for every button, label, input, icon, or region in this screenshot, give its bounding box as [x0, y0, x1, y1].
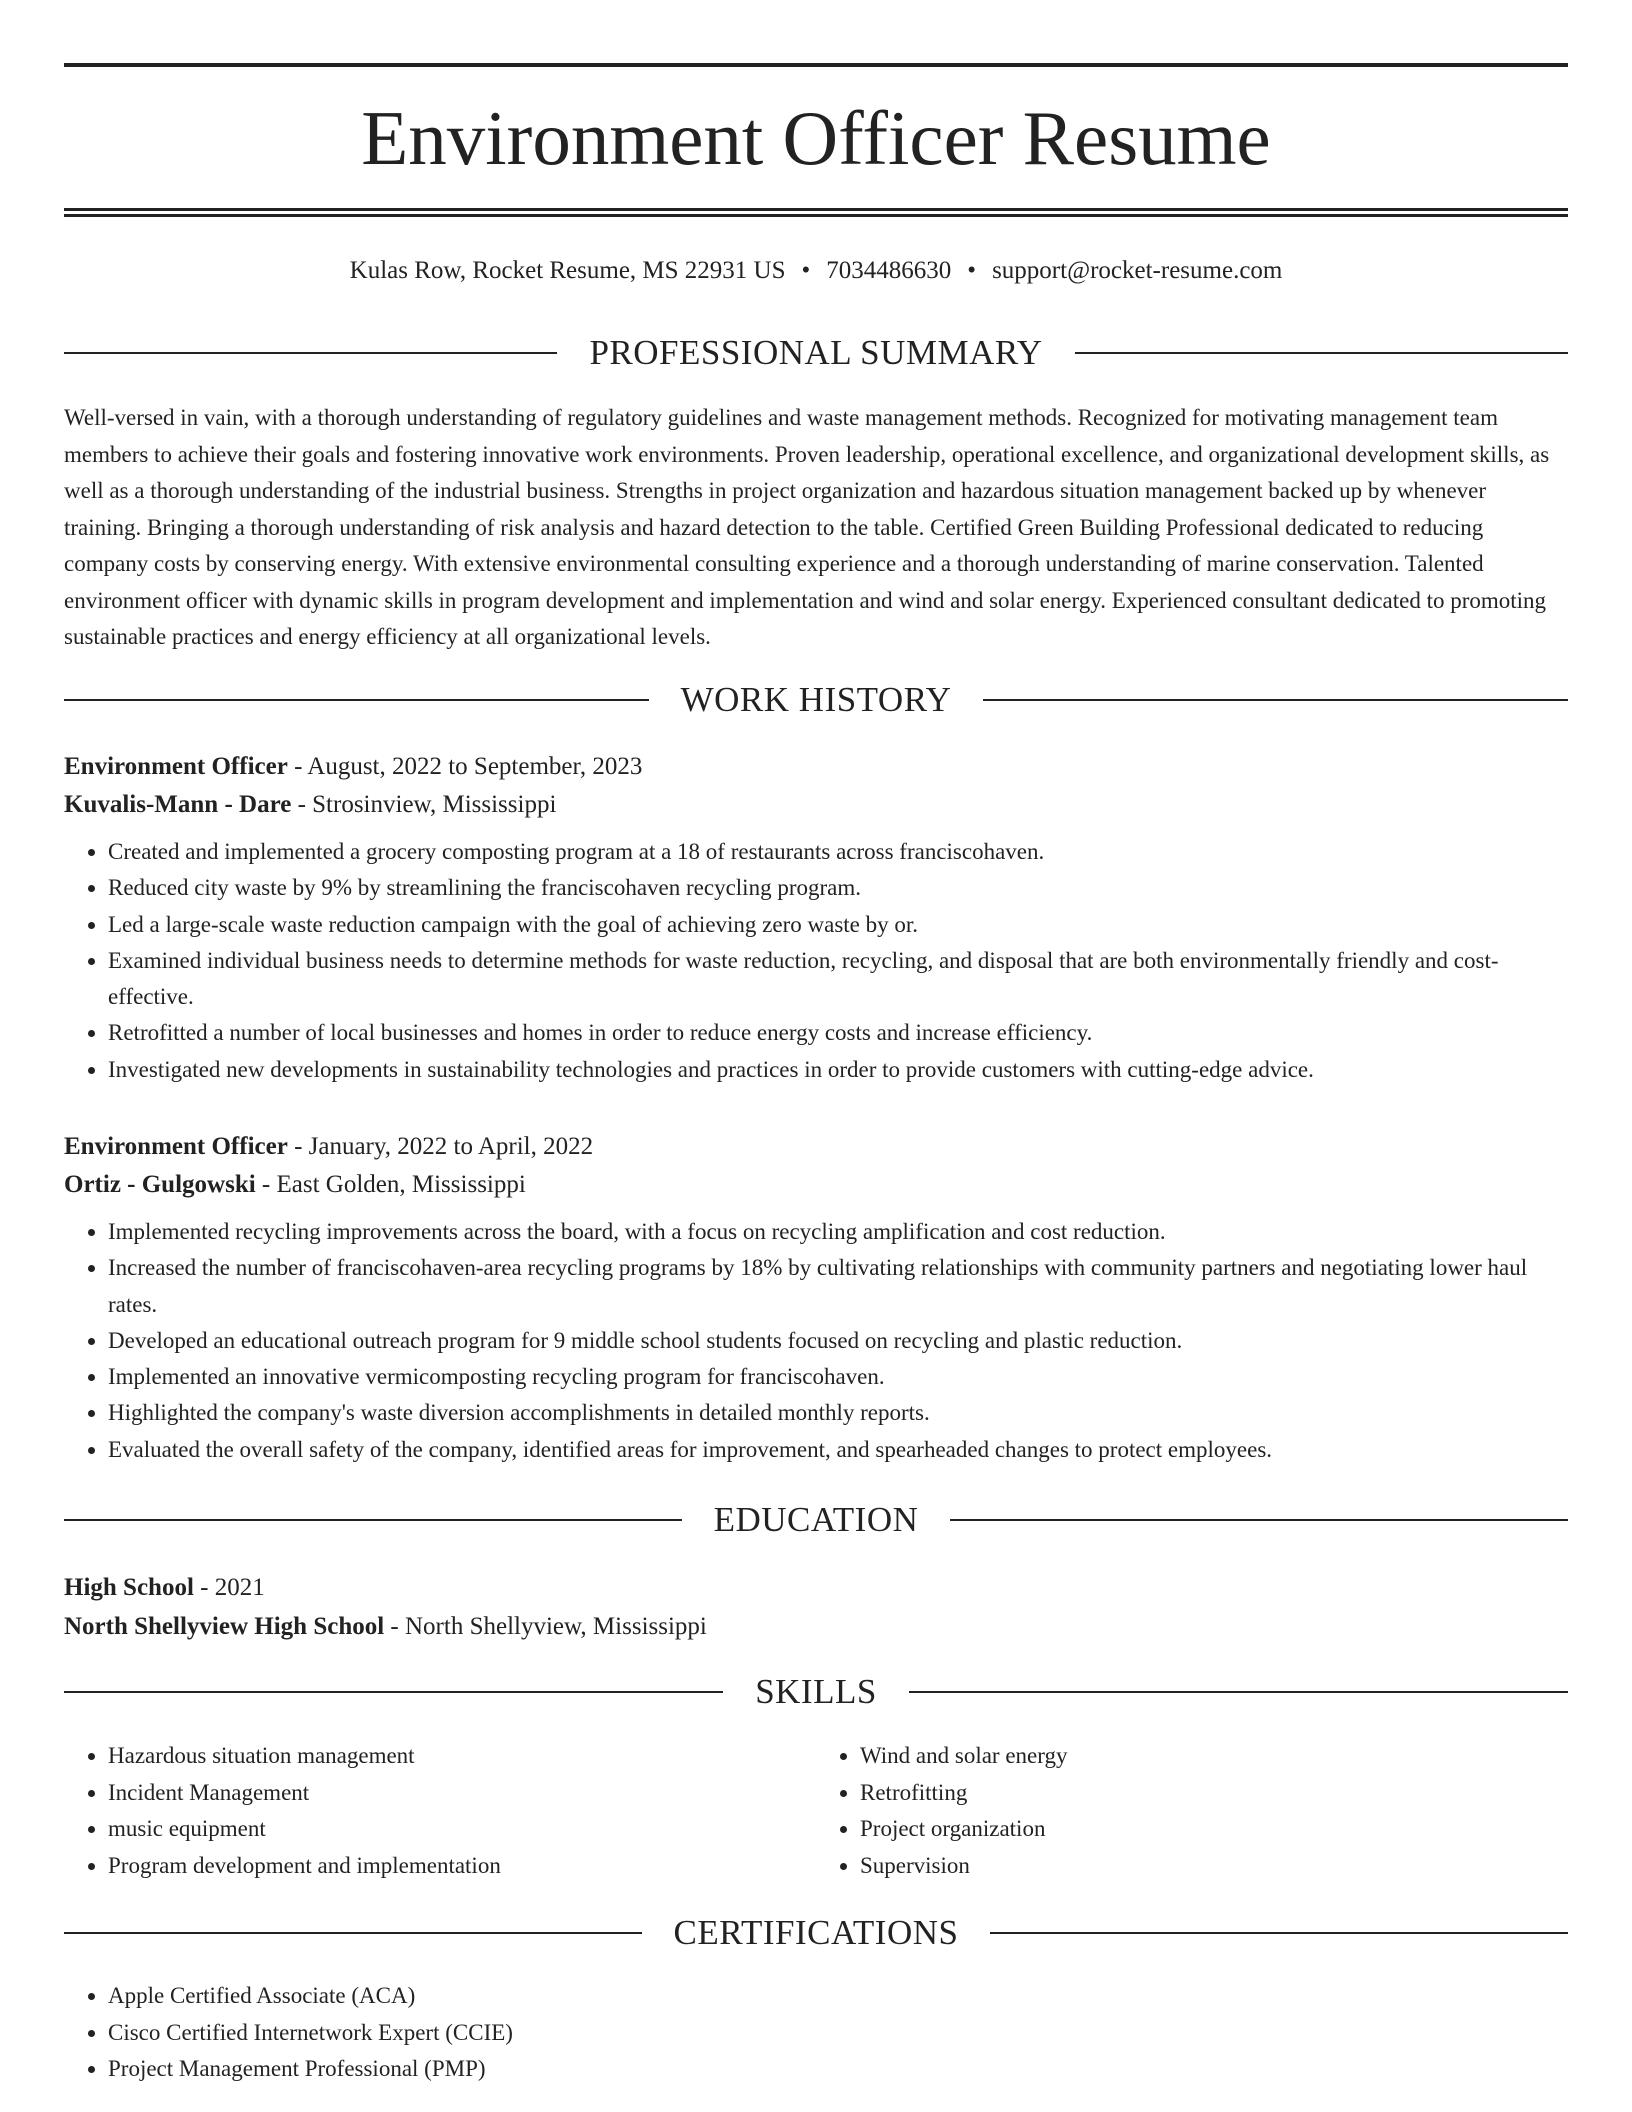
heading-rule-right: [909, 1691, 1568, 1693]
job-bullet: • Implemented recycling improvements across the board, with a focus on recycling amplification and cost reduction.: [108, 1214, 1568, 1250]
job-location: - Strosinview, Mississippi: [297, 791, 557, 818]
heading-rule-right: [983, 699, 1568, 701]
contact-separator: •: [801, 257, 811, 284]
job-entry: [64, 748, 1568, 1088]
heading-rule-left: [64, 699, 649, 701]
certifications-heading: [64, 1910, 1568, 1956]
job-title-line: [64, 748, 1568, 786]
education-entry: [64, 1568, 1568, 1646]
title-double-rule: [64, 208, 1568, 217]
skill-item: • music equipment: [108, 1811, 816, 1848]
job-employer-line: [64, 786, 1568, 824]
work-heading-label: WORK HISTORY: [680, 680, 952, 719]
summary-heading-label: PROFESSIONAL SUMMARY: [589, 333, 1043, 372]
certifications-heading-label: CERTIFICATIONS: [673, 1913, 959, 1952]
heading-rule-left: [64, 1691, 723, 1693]
certifications-list-wrap: [64, 1978, 1568, 2088]
education-year: - 2021: [200, 1574, 265, 1601]
top-rule: [64, 63, 1568, 67]
job-employer: Ortiz - Gulgowski: [64, 1171, 256, 1198]
job-title: Environment Officer: [64, 753, 288, 780]
heading-rule-right: [990, 1932, 1568, 1934]
contact-phone: 7034486630: [826, 257, 952, 284]
skills-heading-label: SKILLS: [755, 1672, 877, 1711]
education-school-line: [64, 1607, 1568, 1646]
work-heading: [64, 677, 1568, 723]
job-location: - East Golden, Mississippi: [261, 1171, 526, 1198]
job-bullet: • Retrofitted a number of local businesses and homes in order to reduce energy costs and increase efficiency.: [108, 1015, 1568, 1051]
certification-item: • Project Management Professional (PMP): [108, 2051, 1568, 2088]
skill-item: • Incident Management: [108, 1775, 816, 1812]
job-bullets: [64, 1214, 1568, 1468]
job-bullet: • Created and implemented a grocery composting program at a 18 of restaurants across franciscohaven.: [108, 834, 1568, 870]
contact-email: support@rocket-resume.com: [992, 257, 1283, 284]
job-title-line: [64, 1128, 1568, 1166]
heading-rule-right: [1075, 352, 1568, 354]
education-location: - North Shellyview, Mississippi: [390, 1613, 707, 1640]
certification-item: • Apple Certified Associate (ACA): [108, 1978, 1568, 2015]
summary-text: Well-versed in vain, with a thorough understanding of regulatory guidelines and waste management methods. Recognized for motivating management team members to achieve their goals and fostering innovative work environments. Proven leadership, operational excellence, and organizational development skills, as well as a thorough understanding of the industrial business. Strengths in project organization and hazardous situation management backed up by whenever training. Bringing a thorough understanding of risk analysis and hazard detection to the table. Certified Green Building Professional dedicated to reducing company costs by conserving energy. With extensive environmental consulting experience and a thorough understanding of marine conservation. Talented environment officer with dynamic skills in program development and implementation and wind and solar energy. Experienced consultant dedicated to promoting sustainable practices and energy efficiency at all organizational levels.: [64, 405, 1550, 649]
skills-columns: [64, 1738, 1568, 1884]
job-bullets: [64, 834, 1568, 1088]
skill-item: • Wind and solar energy: [860, 1738, 1568, 1775]
job-bullet: • Evaluated the overall safety of the company, identified areas for improvement, and spearheaded changes to protect employees.: [108, 1432, 1568, 1468]
certifications-list: [64, 1978, 1568, 2088]
job-bullet: • Highlighted the company's waste diversion accomplishments in detailed monthly reports.: [108, 1395, 1568, 1431]
job-bullet: • Developed an educational outreach program for 9 middle school students focused on recycling and plastic reduction.: [108, 1323, 1568, 1359]
resume-title: Environment Officer Resume: [361, 95, 1271, 181]
job-title: Environment Officer: [64, 1133, 288, 1160]
job-bullet: • Implemented an innovative vermicomposting recycling program for franciscohaven.: [108, 1359, 1568, 1395]
skill-item: • Retrofitting: [860, 1775, 1568, 1812]
contact-line: [64, 254, 1568, 288]
job-bullet: • Investigated new developments in sustainability technologies and practices in order to provide customers with cutting-edge advice.: [108, 1052, 1568, 1088]
skills-list-right: [816, 1738, 1568, 1884]
job-bullet: • Reduced city waste by 9% by streamlining the franciscohaven recycling program.: [108, 870, 1568, 906]
job-employer-line: [64, 1166, 1568, 1204]
summary-heading: [64, 330, 1568, 376]
skill-item: • Supervision: [860, 1848, 1568, 1885]
education-school: North Shellyview High School: [64, 1613, 385, 1640]
skills-list-left: [64, 1738, 816, 1884]
skills-heading: [64, 1669, 1568, 1715]
heading-rule-left: [64, 1519, 682, 1521]
job-dates: - January, 2022 to April, 2022: [294, 1133, 594, 1160]
education-heading-label: EDUCATION: [713, 1500, 919, 1539]
skill-item: • Project organization: [860, 1811, 1568, 1848]
heading-rule-left: [64, 352, 557, 354]
job-entry: [64, 1128, 1568, 1468]
job-bullet: • Increased the number of franciscohaven-area recycling programs by 18% by cultivating relationships with community partners and negotiating lower haul rates.: [108, 1250, 1568, 1323]
job-employer: Kuvalis-Mann - Dare: [64, 791, 292, 818]
contact-address: Kulas Row, Rocket Resume, MS 22931 US: [349, 257, 786, 284]
heading-rule-right: [950, 1519, 1568, 1521]
job-dates: - August, 2022 to September, 2023: [294, 753, 643, 780]
heading-rule-left: [64, 1932, 642, 1934]
education-heading: [64, 1497, 1568, 1543]
job-bullet: • Led a large-scale waste reduction campaign with the goal of achieving zero waste by or.: [108, 907, 1568, 943]
job-bullet: • Examined individual business needs to determine methods for waste reduction, recycling, and disposal that are both environmentally friendly and cost-effective.: [108, 943, 1568, 1016]
education-degree: High School: [64, 1574, 194, 1601]
contact-separator: •: [967, 257, 977, 284]
skill-item: • Program development and implementation: [108, 1848, 816, 1885]
skill-item: • Hazardous situation management: [108, 1738, 816, 1775]
certification-item: • Cisco Certified Internetwork Expert (CCIE): [108, 2015, 1568, 2052]
education-degree-line: [64, 1568, 1568, 1607]
